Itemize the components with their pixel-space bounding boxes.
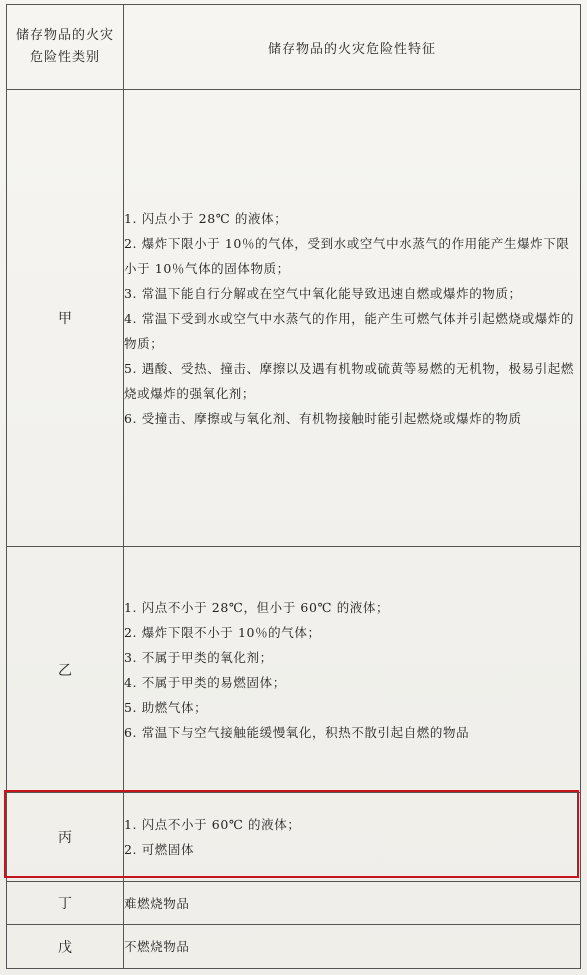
feature-item: 2. 爆炸下限不小于 10％的气体； [124,624,321,640]
feature-item: 不燃烧物品 [124,939,190,954]
feature-item: 2. 爆炸下限小于 10％的气体，受到水或空气中水蒸气的作用能产生爆炸下限小于 10％气体的固体物质； [124,235,570,276]
header-category [7,5,124,90]
feature-item: 1. 闪点小于 28℃ 的液体； [124,210,288,226]
feature-item: 4. 常温下受到水或空气中水蒸气的作用，能产生可燃气体并引起燃烧或爆炸的物质； [124,310,575,351]
table-row-highlighted [7,793,581,882]
features-cell [124,547,581,793]
feature-item: 3. 常温下能自行分解或在空气中氧化能导致迅速自燃或爆炸的物质； [124,285,522,301]
category-cell: 乙 [7,547,124,793]
category-cell: 丙 [7,793,124,882]
features-cell [124,882,581,925]
header-category-line2: 危险性类别 [29,50,100,65]
category-cell: 戊 [7,925,124,969]
feature-item: 难燃烧物品 [124,895,190,911]
table-row [7,882,581,925]
feature-item: 2. 可燃固体 [124,842,195,857]
features-cell [124,90,581,547]
header-category-line1: 储存物品的火灾 [15,28,114,43]
features-cell [124,793,581,882]
category-cell: 甲 [7,90,124,547]
feature-item: 6. 常温下与空气接触能缓慢氧化，积热不散引起自燃的物品 [124,724,470,740]
feature-item: 5. 遇酸、受热、撞击、摩擦以及遇有机物或硫黄等易燃的无机物，极易引起燃烧或爆炸的强氧化剂； [124,360,575,401]
feature-item: 3. 不属于甲类的氧化剂； [124,649,273,665]
category-cell: 丁 [7,882,124,925]
header-features: 储存物品的火灾危险性特征 [124,5,581,90]
feature-item: 6. 受撞击、摩擦或与氧化剂、有机物接触时能引起燃烧或爆炸的物质 [124,410,522,426]
table-row [7,925,581,969]
table-header-row [7,5,581,90]
fire-hazard-classification-table [6,4,581,969]
features-cell [124,925,581,969]
feature-item: 5. 助燃气体； [124,699,208,715]
table-row [7,90,581,547]
feature-item: 1. 闪点不小于 60℃ 的液体； [124,817,301,832]
feature-item: 1. 闪点不小于 28℃，但小于 60℃ 的液体； [124,599,390,615]
table-row [7,547,581,793]
feature-item: 4. 不属于甲类的易燃固体； [124,674,286,690]
